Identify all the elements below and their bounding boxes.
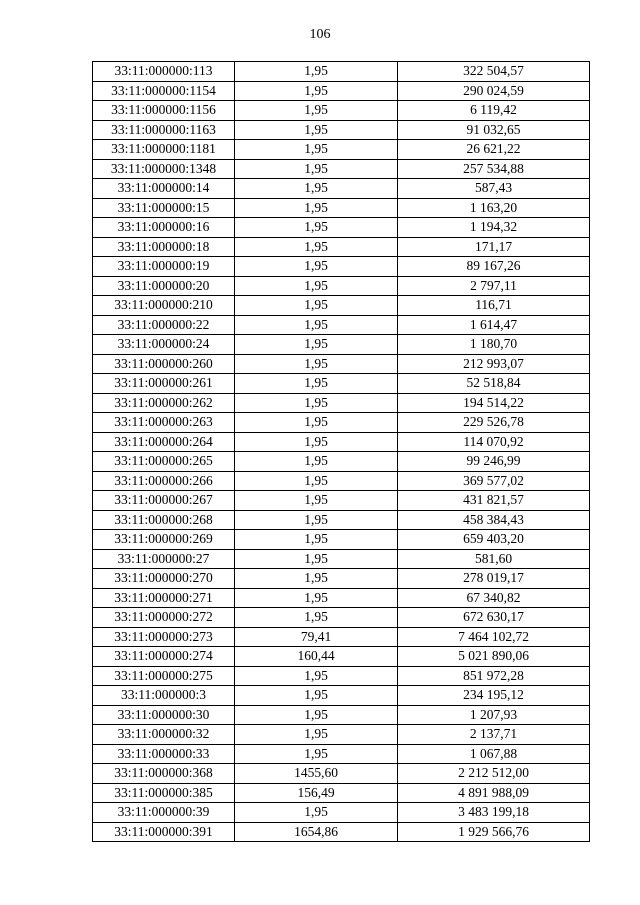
- cadastral-number-cell: 33:11:000000:264: [93, 432, 235, 452]
- value-cell: 194 514,22: [398, 393, 590, 413]
- table-row: [93, 725, 590, 745]
- rate-cell: 1,95: [235, 744, 398, 764]
- rate-cell: 1,95: [235, 335, 398, 355]
- value-cell: 672 630,17: [398, 608, 590, 628]
- value-cell: 458 384,43: [398, 510, 590, 530]
- cadastral-number-cell: 33:11:000000:275: [93, 666, 235, 686]
- table-row: [93, 62, 590, 82]
- table-row: [93, 783, 590, 803]
- rate-cell: 1,95: [235, 725, 398, 745]
- table-row: [93, 510, 590, 530]
- table-row: [93, 413, 590, 433]
- cadastral-number-cell: 33:11:000000:1154: [93, 81, 235, 101]
- rate-cell: 1,95: [235, 140, 398, 160]
- cadastral-number-cell: 33:11:000000:274: [93, 647, 235, 667]
- table-row: [93, 276, 590, 296]
- rate-cell: 1,95: [235, 608, 398, 628]
- value-cell: 7 464 102,72: [398, 627, 590, 647]
- value-cell: 26 621,22: [398, 140, 590, 160]
- value-cell: 2 137,71: [398, 725, 590, 745]
- value-cell: 290 024,59: [398, 81, 590, 101]
- table-row: [93, 686, 590, 706]
- cadastral-number-cell: 33:11:000000:267: [93, 491, 235, 511]
- table-row: [93, 666, 590, 686]
- value-cell: 67 340,82: [398, 588, 590, 608]
- table-row: [93, 491, 590, 511]
- cadastral-number-cell: 33:11:000000:14: [93, 179, 235, 199]
- value-cell: 1 163,20: [398, 198, 590, 218]
- table-row: [93, 432, 590, 452]
- cadastral-number-cell: 33:11:000000:261: [93, 374, 235, 394]
- rate-cell: 156,49: [235, 783, 398, 803]
- table-row: [93, 81, 590, 101]
- value-cell: 1 180,70: [398, 335, 590, 355]
- rate-cell: 1,95: [235, 666, 398, 686]
- table-row: [93, 179, 590, 199]
- value-cell: 1 067,88: [398, 744, 590, 764]
- table-row: [93, 315, 590, 335]
- value-cell: 4 891 988,09: [398, 783, 590, 803]
- value-cell: 212 993,07: [398, 354, 590, 374]
- value-cell: 1 929 566,76: [398, 822, 590, 842]
- value-cell: 431 821,57: [398, 491, 590, 511]
- cadastral-number-cell: 33:11:000000:368: [93, 764, 235, 784]
- cadastral-number-cell: 33:11:000000:1348: [93, 159, 235, 179]
- cadastral-number-cell: 33:11:000000:39: [93, 803, 235, 823]
- table-row: [93, 374, 590, 394]
- cadastral-number-cell: 33:11:000000:260: [93, 354, 235, 374]
- table-row: [93, 744, 590, 764]
- value-cell: 89 167,26: [398, 257, 590, 277]
- table-row: [93, 452, 590, 472]
- rate-cell: 1,95: [235, 471, 398, 491]
- cadastral-number-cell: 33:11:000000:263: [93, 413, 235, 433]
- table-row: [93, 471, 590, 491]
- cadastral-number-cell: 33:11:000000:273: [93, 627, 235, 647]
- value-cell: 52 518,84: [398, 374, 590, 394]
- table-row: [93, 354, 590, 374]
- cadastral-number-cell: 33:11:000000:30: [93, 705, 235, 725]
- table-row: [93, 822, 590, 842]
- rate-cell: 160,44: [235, 647, 398, 667]
- rate-cell: 1,95: [235, 491, 398, 511]
- cadastral-number-cell: 33:11:000000:210: [93, 296, 235, 316]
- rate-cell: 1,95: [235, 413, 398, 433]
- value-cell: 2 212 512,00: [398, 764, 590, 784]
- value-cell: 278 019,17: [398, 569, 590, 589]
- rate-cell: 1,95: [235, 354, 398, 374]
- value-cell: 1 614,47: [398, 315, 590, 335]
- table-row: [93, 140, 590, 160]
- value-cell: 3 483 199,18: [398, 803, 590, 823]
- value-cell: 369 577,02: [398, 471, 590, 491]
- cadastral-number-cell: 33:11:000000:113: [93, 62, 235, 82]
- rate-cell: 1,95: [235, 374, 398, 394]
- table-row: [93, 803, 590, 823]
- cadastral-number-cell: 33:11:000000:27: [93, 549, 235, 569]
- cadastral-number-cell: 33:11:000000:262: [93, 393, 235, 413]
- value-cell: 91 032,65: [398, 120, 590, 140]
- table-row: [93, 549, 590, 569]
- cadastral-number-cell: 33:11:000000:391: [93, 822, 235, 842]
- cadastral-number-cell: 33:11:000000:33: [93, 744, 235, 764]
- page-number: 106: [309, 27, 331, 42]
- rate-cell: 1,95: [235, 705, 398, 725]
- cadastral-number-cell: 33:11:000000:272: [93, 608, 235, 628]
- value-cell: 2 797,11: [398, 276, 590, 296]
- table-row: [93, 569, 590, 589]
- table-row: [93, 198, 590, 218]
- value-cell: 234 195,12: [398, 686, 590, 706]
- value-cell: 587,43: [398, 179, 590, 199]
- value-cell: 6 119,42: [398, 101, 590, 121]
- cadastral-number-cell: 33:11:000000:24: [93, 335, 235, 355]
- value-cell: 322 504,57: [398, 62, 590, 82]
- rate-cell: 1,95: [235, 686, 398, 706]
- table-row: [93, 530, 590, 550]
- table-row: [93, 159, 590, 179]
- rate-cell: 1,95: [235, 510, 398, 530]
- rate-cell: 1,95: [235, 530, 398, 550]
- rate-cell: 1,95: [235, 452, 398, 472]
- cadastral-value-table: [92, 61, 590, 842]
- table-row: [93, 588, 590, 608]
- value-cell: 5 021 890,06: [398, 647, 590, 667]
- value-cell: 659 403,20: [398, 530, 590, 550]
- value-cell: 116,71: [398, 296, 590, 316]
- value-cell: 257 534,88: [398, 159, 590, 179]
- value-cell: 99 246,99: [398, 452, 590, 472]
- rate-cell: 1,95: [235, 198, 398, 218]
- value-cell: 581,60: [398, 549, 590, 569]
- cadastral-number-cell: 33:11:000000:18: [93, 237, 235, 257]
- rate-cell: 79,41: [235, 627, 398, 647]
- table-row: [93, 120, 590, 140]
- table-row: [93, 393, 590, 413]
- rate-cell: 1,95: [235, 393, 398, 413]
- rate-cell: 1,95: [235, 588, 398, 608]
- rate-cell: 1,95: [235, 432, 398, 452]
- table-row: [93, 335, 590, 355]
- rate-cell: 1,95: [235, 62, 398, 82]
- rate-cell: 1,95: [235, 81, 398, 101]
- table-row: [93, 101, 590, 121]
- cadastral-number-cell: 33:11:000000:20: [93, 276, 235, 296]
- rate-cell: 1,95: [235, 237, 398, 257]
- cadastral-number-cell: 33:11:000000:266: [93, 471, 235, 491]
- cadastral-number-cell: 33:11:000000:16: [93, 218, 235, 238]
- table-body: [93, 62, 590, 842]
- table-row: [93, 705, 590, 725]
- cadastral-number-cell: 33:11:000000:265: [93, 452, 235, 472]
- rate-cell: 1,95: [235, 159, 398, 179]
- value-cell: 1 194,32: [398, 218, 590, 238]
- rate-cell: 1,95: [235, 296, 398, 316]
- table-row: [93, 237, 590, 257]
- table-row: [93, 257, 590, 277]
- rate-cell: 1,95: [235, 569, 398, 589]
- cadastral-number-cell: 33:11:000000:3: [93, 686, 235, 706]
- value-cell: 851 972,28: [398, 666, 590, 686]
- rate-cell: 1654,86: [235, 822, 398, 842]
- value-cell: 114 070,92: [398, 432, 590, 452]
- cadastral-number-cell: 33:11:000000:270: [93, 569, 235, 589]
- rate-cell: 1,95: [235, 120, 398, 140]
- table-row: [93, 764, 590, 784]
- rate-cell: 1,95: [235, 803, 398, 823]
- rate-cell: 1,95: [235, 101, 398, 121]
- table-row: [93, 647, 590, 667]
- rate-cell: 1,95: [235, 179, 398, 199]
- value-cell: 229 526,78: [398, 413, 590, 433]
- cadastral-number-cell: 33:11:000000:19: [93, 257, 235, 277]
- value-cell: 171,17: [398, 237, 590, 257]
- rate-cell: 1,95: [235, 315, 398, 335]
- cadastral-number-cell: 33:11:000000:1181: [93, 140, 235, 160]
- rate-cell: 1,95: [235, 218, 398, 238]
- cadastral-number-cell: 33:11:000000:15: [93, 198, 235, 218]
- table-row: [93, 218, 590, 238]
- rate-cell: 1,95: [235, 257, 398, 277]
- cadastral-number-cell: 33:11:000000:32: [93, 725, 235, 745]
- rate-cell: 1,95: [235, 549, 398, 569]
- cadastral-number-cell: 33:11:000000:271: [93, 588, 235, 608]
- cadastral-number-cell: 33:11:000000:385: [93, 783, 235, 803]
- rate-cell: 1,95: [235, 276, 398, 296]
- value-cell: 1 207,93: [398, 705, 590, 725]
- cadastral-number-cell: 33:11:000000:269: [93, 530, 235, 550]
- table-row: [93, 627, 590, 647]
- table-row: [93, 608, 590, 628]
- cadastral-number-cell: 33:11:000000:22: [93, 315, 235, 335]
- cadastral-number-cell: 33:11:000000:268: [93, 510, 235, 530]
- rate-cell: 1455,60: [235, 764, 398, 784]
- cadastral-number-cell: 33:11:000000:1163: [93, 120, 235, 140]
- cadastral-number-cell: 33:11:000000:1156: [93, 101, 235, 121]
- table-row: [93, 296, 590, 316]
